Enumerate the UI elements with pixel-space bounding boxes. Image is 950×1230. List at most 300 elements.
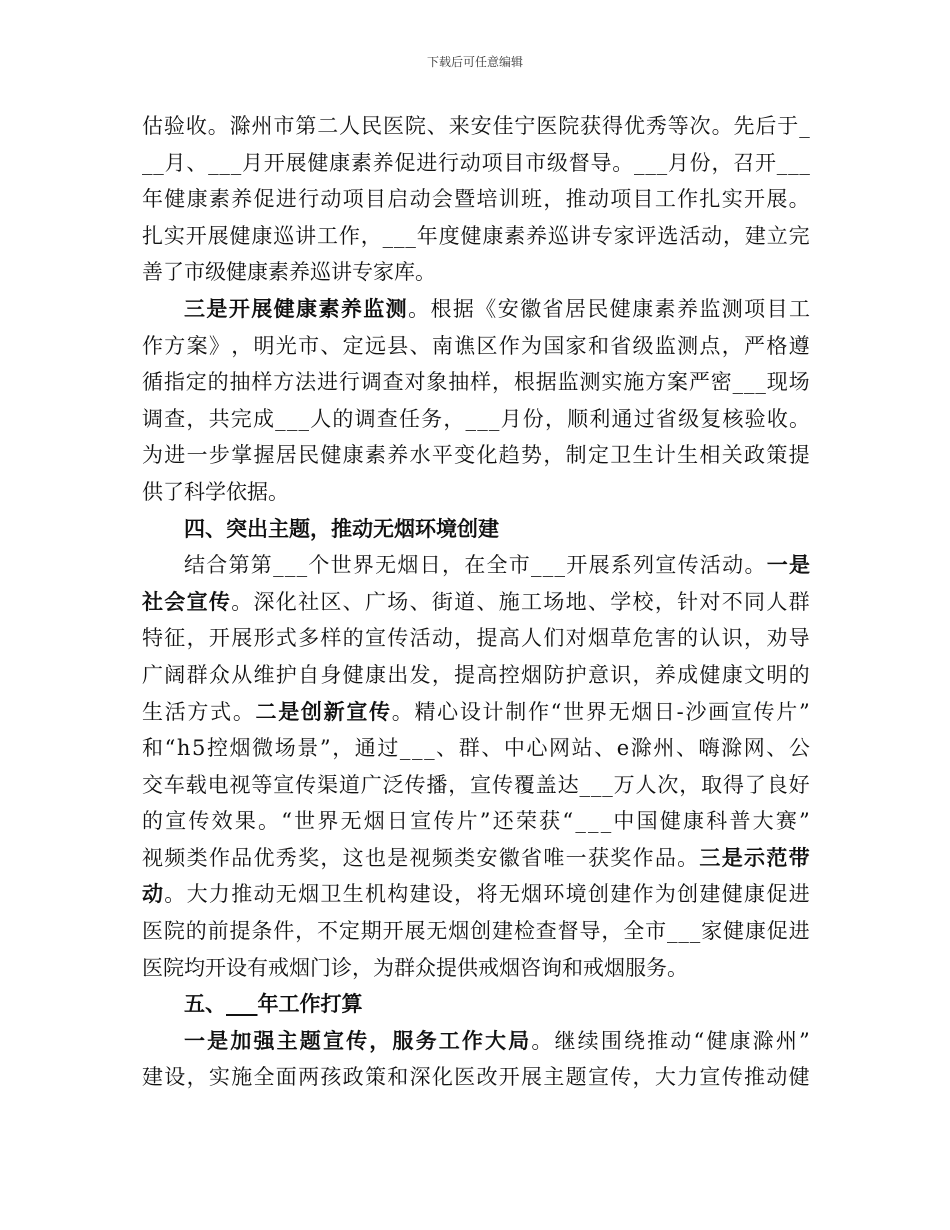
text-char: 传 — [433, 809, 455, 834]
text-char: 先 — [733, 114, 755, 138]
bold-char: 是 — [207, 1027, 229, 1053]
text-char: - — [676, 699, 684, 724]
text-char: 样 — [470, 370, 492, 395]
bold-char: 建 — [478, 515, 499, 541]
text-char: 的 — [332, 406, 354, 431]
text-line — [142, 1059, 810, 1096]
text-char: 获 — [587, 845, 609, 870]
text-char: 开 — [263, 150, 285, 175]
text-char: 烟 — [397, 553, 419, 578]
text-char: 无 — [498, 882, 520, 907]
text-char: 高 — [498, 626, 520, 651]
text-char: 传 — [188, 809, 210, 834]
text-char: 世 — [330, 553, 352, 578]
text-line — [142, 218, 810, 255]
text-char: 级 — [678, 406, 700, 431]
text-char: 州 — [653, 736, 675, 761]
text-char: _ — [634, 150, 645, 175]
text-char: 定 — [338, 919, 360, 944]
text-char: e — [616, 736, 630, 761]
text-char: 象 — [426, 370, 448, 395]
text-char: 科 — [184, 479, 205, 504]
text-char: ， — [544, 406, 566, 431]
text-char: ， — [431, 662, 453, 687]
text-char: 医 — [536, 114, 558, 138]
bold-char: 作 — [461, 1027, 483, 1053]
text-char: 赛 — [775, 809, 797, 834]
text-char: 和 — [387, 1065, 409, 1090]
text-line — [142, 620, 810, 657]
text-char: 广 — [142, 662, 163, 687]
text-char: 中 — [613, 809, 635, 834]
text-char: _ — [230, 150, 242, 175]
text-char: 定 — [342, 333, 364, 358]
text-char: 召 — [733, 150, 755, 175]
text-char: _ — [645, 150, 656, 175]
text-char: 、 — [476, 589, 498, 614]
text-char: 活 — [409, 626, 431, 651]
text-char: 健 — [460, 223, 482, 248]
text-char: _ — [542, 553, 554, 578]
text-char: 门 — [310, 955, 331, 980]
text-char: “ — [693, 1028, 705, 1053]
text-char: 训 — [498, 187, 520, 212]
text-char: 年 — [142, 187, 163, 212]
text-char: 安 — [476, 845, 498, 870]
text-char: ， — [744, 626, 766, 651]
text-char: 巡 — [273, 223, 295, 248]
text-char: _ — [219, 150, 230, 175]
text-char: _ — [286, 406, 298, 431]
text-char: 共 — [208, 406, 230, 431]
text-char: 得 — [723, 772, 744, 797]
text-char: “ — [550, 699, 562, 724]
text-char: 均 — [184, 955, 205, 980]
text-char: 、 — [675, 736, 697, 761]
text-char: 启 — [387, 187, 409, 212]
bold-char: 主 — [276, 1027, 298, 1053]
text-char: 顺 — [567, 406, 589, 431]
text-char: 据 — [535, 370, 557, 395]
text-char: 徽 — [520, 296, 542, 321]
text-char: 健 — [164, 187, 186, 212]
text-char: 项 — [610, 187, 632, 212]
text-char: 对 — [565, 626, 587, 651]
text-char: 得 — [602, 114, 624, 138]
text-char: 频 — [164, 845, 186, 870]
text-char: 抽 — [448, 370, 470, 395]
text-char: 场 — [387, 589, 409, 614]
text-char: 。 — [531, 1028, 553, 1053]
text-char: 提 — [788, 443, 810, 468]
text-char: 境 — [565, 882, 587, 907]
text-char: 一 — [565, 845, 587, 870]
text-char: “ — [164, 736, 176, 761]
bold-char: 境 — [436, 515, 457, 541]
text-char: 达 — [557, 772, 579, 797]
text-char: 场 — [788, 370, 810, 395]
text-char: 院 — [558, 114, 580, 138]
text-char: 烟 — [289, 955, 310, 980]
text-char: _ — [667, 919, 678, 944]
text-char: 孩 — [320, 1065, 342, 1090]
text-char: 覆 — [513, 772, 535, 797]
text-char: 画 — [708, 699, 730, 724]
text-char: 收 — [766, 406, 788, 431]
bold-char: 服 — [392, 1027, 414, 1053]
bold-char: 二 — [255, 698, 277, 724]
text-char: 据 — [247, 479, 268, 504]
text-char: 院 — [163, 919, 185, 944]
text-char: 类 — [454, 845, 476, 870]
bold-char: 养 — [340, 295, 362, 321]
text-char: 开 — [755, 150, 776, 175]
text-char: 民 — [298, 443, 320, 468]
text-char: 将 — [476, 882, 498, 907]
text-char: ， — [492, 370, 513, 395]
text-char: 绕 — [623, 1028, 645, 1053]
text-char: 抽 — [229, 370, 251, 395]
text-char: 身 — [320, 662, 342, 687]
text-char: 项 — [744, 296, 766, 321]
bold-char: 局 — [508, 1027, 530, 1053]
text-char: 养 — [526, 223, 548, 248]
text-char: 验 — [163, 114, 185, 138]
text-char: 。 — [612, 150, 634, 175]
text-char: 级 — [546, 150, 568, 175]
section-heading — [142, 986, 810, 1023]
text-line — [142, 401, 810, 438]
text-char: 政 — [342, 1065, 364, 1090]
text-char: 根 — [513, 370, 535, 395]
text-char: 目 — [364, 187, 386, 212]
text-char: 意 — [587, 662, 609, 687]
text-char: 项 — [342, 187, 364, 212]
text-char: 目 — [632, 187, 654, 212]
text-char: 测 — [721, 296, 743, 321]
text-char: 烟 — [229, 736, 251, 761]
text-char: 害 — [654, 626, 676, 651]
text-char: 世 — [294, 809, 316, 834]
text-char: 任 — [398, 406, 420, 431]
text-char: 动 — [320, 187, 342, 212]
text-char: 个 — [308, 553, 330, 578]
text-char: 动 — [253, 882, 275, 907]
text-char: 宁 — [514, 114, 536, 138]
text-char: 康 — [683, 809, 705, 834]
text-char: 推 — [565, 187, 587, 212]
text-char: 验 — [744, 406, 766, 431]
text-char: 立 — [766, 223, 788, 248]
text-char: 通 — [611, 406, 633, 431]
text-char: 发 — [409, 662, 431, 687]
text-char: 奖 — [610, 845, 632, 870]
text-char: 市 — [645, 919, 667, 944]
text-char: 康 — [329, 150, 351, 175]
text-char: 群 — [186, 662, 208, 687]
text-char: 促 — [253, 187, 275, 212]
text-char: 实 — [208, 1065, 230, 1090]
text-char: 泛 — [382, 772, 404, 797]
text-char: 视 — [409, 845, 431, 870]
text-char: _ — [142, 150, 153, 175]
text-char: 。 — [789, 406, 810, 431]
text-char: 开 — [498, 1065, 520, 1090]
bold-char: 年 — [257, 991, 279, 1017]
text-char: 评 — [635, 223, 657, 248]
text-char: 戒 — [268, 955, 289, 980]
text-char: 施 — [623, 370, 645, 395]
text-char: 院 — [163, 955, 184, 980]
bold-char: 素 — [318, 295, 340, 321]
text-char: ” — [798, 1028, 810, 1053]
text-char: 同 — [744, 589, 766, 614]
text-char: 维 — [253, 662, 275, 687]
text-char: 载 — [185, 772, 207, 797]
text-char: 据 — [452, 296, 474, 321]
text-char: 从 — [231, 662, 253, 687]
text-char: 展 — [207, 223, 229, 248]
text-char: 题 — [565, 1065, 587, 1090]
text-char: 、 — [426, 114, 448, 138]
text-char: 界 — [352, 553, 374, 578]
text-char: 度 — [438, 223, 460, 248]
text-char: 第 — [228, 553, 250, 578]
text-char: 康 — [251, 223, 273, 248]
text-char: 样 — [251, 370, 273, 395]
text-char: 改 — [476, 1065, 498, 1090]
text-char: 无 — [375, 553, 397, 578]
text-char: 健 — [723, 919, 744, 944]
text-char: 开 — [382, 919, 404, 944]
bold-char: 创 — [300, 698, 322, 724]
text-line — [142, 803, 810, 840]
text-char: 康 — [744, 882, 766, 907]
bold-char: 动 — [142, 881, 163, 907]
text-char: 群 — [788, 589, 810, 614]
text-char: 查 — [535, 919, 557, 944]
text-char: 控 — [498, 662, 520, 687]
text-char: 群 — [458, 736, 480, 761]
text-char: _ — [656, 150, 668, 175]
text-char: 创 — [587, 882, 609, 907]
text-char: 片 — [776, 699, 798, 724]
bold-char: 打 — [320, 991, 342, 1017]
text-char: 目 — [766, 296, 788, 321]
text-char: 。 — [677, 845, 699, 870]
text-char: ” — [479, 809, 491, 834]
text-char: 。 — [268, 479, 289, 504]
text-char: 推 — [231, 882, 253, 907]
text-char: 专 — [352, 260, 373, 285]
text-char: 民 — [361, 114, 383, 138]
text-char: _ — [732, 370, 744, 395]
text-char: 巡 — [310, 260, 331, 285]
text-char: 方 — [645, 370, 667, 395]
text-char: 计 — [654, 443, 676, 468]
bold-char: 出 — [247, 515, 268, 541]
text-char: 指 — [163, 370, 185, 395]
text-char: ， — [723, 223, 744, 248]
text-char: 光 — [275, 333, 297, 358]
text-char: 合 — [206, 553, 228, 578]
text-char: 完 — [230, 406, 252, 431]
text-char: 开 — [744, 187, 766, 212]
text-char: 生 — [677, 443, 699, 468]
text-char: 区 — [476, 333, 498, 358]
text-char: 为 — [373, 955, 394, 980]
text-char: 化 — [275, 589, 297, 614]
text-char: 件 — [273, 919, 295, 944]
text-char: 等 — [667, 114, 689, 138]
text-char: 对 — [404, 370, 426, 395]
bold-char: ， — [310, 515, 331, 541]
text-char: 动 — [701, 223, 723, 248]
text-char: ， — [320, 845, 342, 870]
text-char: 传 — [610, 1065, 632, 1090]
text-char: 前 — [207, 919, 229, 944]
text-char: 劝 — [766, 626, 788, 651]
text-char: 务 — [421, 406, 443, 431]
text-char: 、 — [481, 736, 503, 761]
text-char: h — [176, 736, 191, 761]
text-char: 医 — [382, 114, 404, 138]
text-char: 县 — [387, 333, 409, 358]
text-char: 获 — [539, 809, 561, 834]
text-char: 滁 — [229, 114, 251, 138]
text-char: 级 — [205, 260, 226, 285]
text-char: 完 — [788, 223, 810, 248]
text-char: 识 — [610, 662, 632, 687]
text-char: ， — [186, 406, 208, 431]
text-char: 养 — [231, 187, 253, 212]
bold-char: 题 — [289, 515, 310, 541]
text-char: 宣 — [364, 626, 386, 651]
text-line — [142, 584, 810, 621]
text-char: 界 — [585, 699, 607, 724]
text-char: 力 — [208, 882, 230, 907]
text-char: 认 — [699, 626, 721, 651]
text-char: 烟 — [448, 919, 470, 944]
text-char: 相 — [699, 443, 721, 468]
bold-char: 是 — [278, 698, 300, 724]
text-char: 环 — [543, 882, 565, 907]
text-char: 烟 — [631, 699, 653, 724]
text-char: 素 — [208, 187, 230, 212]
text-char: 深 — [409, 1065, 431, 1090]
bold-char: 会 — [164, 588, 186, 614]
text-char: 居 — [564, 296, 586, 321]
bold-char: _ — [236, 991, 247, 1017]
text-char: 导 — [788, 626, 810, 651]
text-char: 过 — [633, 406, 655, 431]
text-char: 施 — [231, 1065, 253, 1090]
text-char: 盖 — [535, 772, 557, 797]
text-char: 交 — [142, 772, 163, 797]
text-char: 法 — [295, 370, 317, 395]
text-char: 防 — [543, 662, 565, 687]
text-char: 点 — [699, 333, 721, 358]
text-char: “ — [281, 809, 292, 834]
text-char: 。 — [391, 699, 413, 724]
text-char: 、 — [186, 150, 208, 175]
bold-char: _ — [226, 991, 237, 1017]
text-char: 目 — [503, 150, 525, 175]
text-char: “ — [562, 809, 574, 834]
text-char: _ — [689, 919, 701, 944]
text-char: 为 — [654, 882, 676, 907]
text-char: 秀 — [275, 845, 297, 870]
text-char: 、 — [594, 736, 616, 761]
text-char: ” — [799, 809, 810, 834]
text-char: 中 — [503, 736, 525, 761]
text-char: 日 — [653, 699, 675, 724]
text-char: _ — [776, 150, 788, 175]
text-char: 列 — [633, 553, 655, 578]
text-char: 生 — [142, 699, 163, 724]
text-char: 续 — [577, 1028, 599, 1053]
text-char: 养 — [654, 662, 676, 687]
text-char: _ — [298, 406, 309, 431]
text-line — [142, 950, 810, 987]
text-char: 健 — [699, 662, 721, 687]
bold-char: 主 — [268, 515, 289, 541]
text-char: 构 — [387, 882, 409, 907]
text-char: 制 — [565, 443, 587, 468]
text-char: 展 — [588, 553, 610, 578]
text-char: _ — [273, 553, 284, 578]
text-char: _ — [488, 406, 500, 431]
text-char: 制 — [505, 699, 527, 724]
text-char: 5 — [192, 736, 206, 761]
text-char: 市 — [184, 260, 205, 285]
text-char: 第 — [295, 114, 317, 138]
text-char: 力 — [677, 1065, 699, 1090]
text-char: ， — [352, 955, 373, 980]
text-char: 作 — [632, 882, 654, 907]
text-char: 人 — [310, 406, 332, 431]
text-line — [142, 328, 810, 365]
text-char: 好 — [788, 772, 810, 797]
text-char: 动 — [587, 187, 609, 212]
text-char: 。 — [744, 553, 766, 578]
text-char: 日 — [419, 553, 441, 578]
text-char: 微 — [252, 736, 274, 761]
bold-char: 、 — [205, 515, 226, 541]
text-char: 咨 — [520, 955, 541, 980]
text-char: 展 — [766, 187, 788, 212]
text-char: 动 — [459, 150, 481, 175]
text-char: 促 — [766, 919, 788, 944]
text-char: 设 — [431, 882, 453, 907]
text-char: 势 — [521, 443, 543, 468]
text-char: 化 — [476, 443, 498, 468]
text-char: 宣 — [273, 772, 295, 797]
text-char: 施 — [498, 589, 520, 614]
bold-char: 务 — [415, 1027, 437, 1053]
text-line — [142, 145, 810, 182]
text-char: 案 — [667, 370, 688, 395]
bold-char: 新 — [323, 698, 345, 724]
text-char: 出 — [387, 662, 409, 687]
text-char: 方 — [164, 333, 186, 358]
text-char: 医 — [142, 955, 163, 980]
text-char: 。 — [408, 296, 430, 321]
text-char: 水 — [409, 443, 431, 468]
text-char: 。 — [667, 955, 688, 980]
text-char: 月 — [241, 150, 263, 175]
text-char: 作 — [498, 333, 520, 358]
